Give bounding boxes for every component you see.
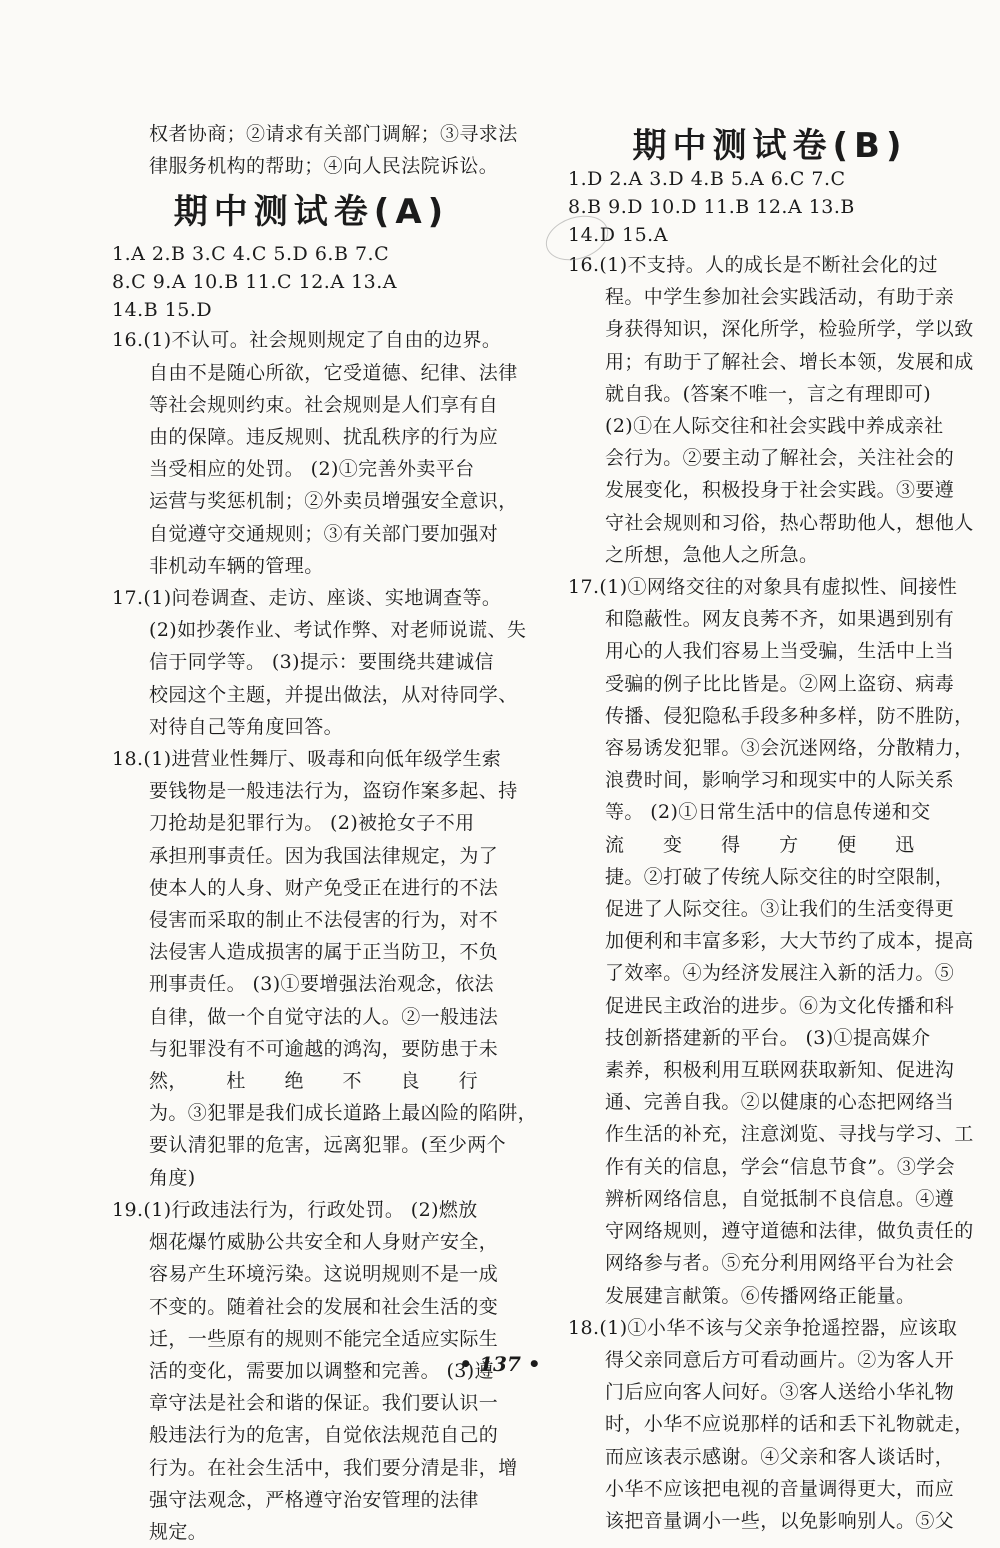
text-line: 律服务机构的帮助；④向人民法院诉讼。: [149, 155, 499, 178]
text-line: (2)如抄袭作业、考试作弊、对老师说谎、失: [149, 619, 527, 642]
text-line: 而应该表示感谢。④父亲和客人谈话时，: [605, 1445, 955, 1468]
text-line: 刑事责任。 (3)①要增强法治观念，依法: [149, 973, 494, 996]
text-line: 发展变化，积极投身于社会实践。③要遵: [605, 479, 955, 502]
text-line: 行为。在社会生活中，我们要分清是非，增: [149, 1456, 518, 1479]
text-line: 和隐蔽性。网友良莠不齐，如果遇到别有: [605, 608, 955, 631]
text-line: 刀抢劫是犯罪行为。 (2)被抢女子不用: [149, 812, 475, 835]
text-line: 烟花爆竹威胁公共安全和人身财产安全，: [149, 1231, 499, 1254]
text-line: 角度): [149, 1166, 196, 1189]
text-line: 16.(1)不认可。社会规则规定了自由的边界。: [112, 329, 502, 352]
text-line: 等社会规则约束。社会规则是人们享有自: [149, 393, 499, 416]
text-line: 法侵害人造成损害的属于正当防卫，不负: [149, 941, 499, 964]
text-line: 与犯罪没有不可逾越的鸿沟，要防患于未: [149, 1037, 499, 1060]
text-line: 辨析网络信息，自觉抵制不良信息。④遵: [605, 1187, 955, 1210]
page-number: • 137 •: [459, 1352, 541, 1376]
text-line: 促进民主政治的进步。⑥为文化传播和科: [605, 994, 955, 1017]
text-line: 时，小华不应说那样的话和丢下礼物就走，: [605, 1413, 974, 1436]
text-line: 守网络规则，遵守道德和法律，做负责任的: [605, 1220, 974, 1243]
text-line: 容易诱发犯罪。③会沉迷网络，分散精力，: [605, 737, 974, 760]
text-line: 作有关的信息，学会“信息节食”。③学会: [605, 1155, 956, 1178]
text-line: 18.(1)①小华不该与父亲争抢遥控器，应该取: [568, 1316, 958, 1339]
text-line: 17.(1)①网络交往的对象具有虚拟性、间接性: [568, 576, 958, 599]
answer-row: 8.C 9.A 10.B 11.C 12.A 13.A: [112, 271, 398, 294]
text-line: 浪费时间，影响学习和现实中的人际关系: [605, 769, 955, 792]
text-line: 用；有助于了解社会、增长本领，发展和成: [605, 350, 974, 373]
text-line: 身获得知识，深化所学，检验所学，学以致: [605, 318, 974, 341]
text-line: 自觉遵守交通规则；③有关部门要加强对: [149, 522, 499, 545]
exam-a-choice-answers: [112, 240, 517, 324]
text-line: 之所想，急他人之所急。: [605, 543, 819, 566]
text-line: 得父亲同意后方可看动画片。②为客人开: [605, 1348, 955, 1371]
text-line: 章守法是社会和谐的保证。我们要认识一: [149, 1392, 499, 1415]
exam-b-title: 期中测试卷(B): [632, 126, 908, 166]
text-line: 活的变化，需要加以调整和完善。 (3)遵: [149, 1359, 494, 1382]
text-line: 不变的。随着社会的发展和社会生活的变: [149, 1295, 499, 1318]
text-line: (2)①在人际交往和社会实践中养成亲社: [605, 415, 944, 438]
exam-b-question-17: [568, 571, 973, 1312]
text-line: 19.(1)行政违法行为，行政处罚。 (2)燃放: [112, 1198, 478, 1221]
text-line: 然， 杜 绝 不 良 行: [149, 1070, 478, 1093]
text-line: 小华不应该把电视的音量调得更大，而应: [605, 1477, 955, 1500]
text-line: 使本人的人身、财产免受正在进行的不法: [149, 876, 499, 899]
text-line: 自律，做一个自觉守法的人。②一般违法: [149, 1005, 499, 1028]
answer-row: 1.A 2.B 3.C 4.C 5.D 6.B 7.C: [112, 243, 390, 266]
text-line: 该把音量调小一些，以免影响别人。⑤父: [605, 1509, 955, 1532]
exam-a-question-18: [112, 743, 538, 1194]
text-line: 迁，一些原有的规则不能完全适应实际生: [149, 1327, 499, 1350]
text-line: 发展建言献策。⑥传播网络正能量。: [605, 1284, 916, 1307]
left-column: [112, 118, 538, 1548]
exam-a-question-17: [112, 582, 527, 743]
text-line: 了效率。④为经济发展注入新的活力。⑤: [605, 962, 955, 985]
text-line: 当受相应的处罚。 (2)①完善外卖平台: [149, 458, 475, 481]
exam-a-title: 期中测试卷(A): [173, 192, 450, 233]
text-line: 运营与奖惩机制；②外卖员增强安全意识，: [149, 490, 518, 513]
text-line: 容易产生环境污染。这说明规则不是一成: [149, 1263, 499, 1286]
answer-row: 1.D 2.A 3.D 4.B 5.A 6.C 7.C: [568, 168, 846, 190]
text-line: 通、完善自我。②以健康的心态把网络当: [605, 1091, 955, 1114]
exam-a-question-16: [112, 324, 517, 582]
text-line: 信于同学等。 (3)提示：要围绕共建诚信: [149, 651, 494, 674]
text-line: 传播、侵犯隐私手段多种多样，防不胜防，: [605, 704, 974, 727]
text-line: 自由不是随心所欲，它受道德、纪律、法律: [149, 361, 518, 384]
text-line: 会行为。②要主动了解社会，关注社会的: [605, 447, 955, 470]
text-line: 对待自己等角度回答。: [149, 715, 344, 738]
text-line: 权者协商；②请求有关部门调解；③寻求法: [149, 123, 518, 145]
intro-block: [112, 118, 517, 182]
text-line: 素养，积极利用互联网获取新知、促进沟: [605, 1059, 955, 1082]
text-line: 要钱物是一般违法行为，盗窃作案多起、持: [149, 780, 518, 803]
text-line: 16.(1)不支持。人的成长是不断社会化的过: [568, 254, 938, 276]
text-line: 由的保障。违反规则、扰乱秩序的行为应: [149, 426, 499, 449]
text-line: 受骗的例子比比皆是。②网上盗窃、病毒: [605, 672, 955, 695]
text-line: 用心的人我们容易上当受骗，生活中上当: [605, 640, 955, 663]
text-line: 要认清犯罪的危害，远离犯罪。(至少两个: [149, 1134, 507, 1157]
text-line: 承担刑事责任。因为我国法律规定，为了: [149, 844, 499, 867]
text-line: 校园这个主题，并提出做法，从对待同学、: [149, 683, 518, 706]
text-line: 守社会规则和习俗，热心帮助他人，想他人: [605, 511, 974, 534]
text-line: 17.(1)问卷调查、走访、座谈、实地调查等。: [112, 587, 502, 610]
answer-row: 14.D 15.A: [568, 224, 668, 246]
text-line: 促进了人际交往。③让我们的生活变得更: [605, 898, 955, 921]
answer-row: 14.B 15.D: [112, 299, 213, 322]
text-line: 侵害而采取的制止不法侵害的行为，对不: [149, 909, 499, 932]
text-line: 规定。: [149, 1520, 208, 1543]
text-line: 为。③犯罪是我们成长道路上最凶险的陷阱，: [149, 1102, 538, 1125]
site-watermark-logo: [820, 1400, 990, 1460]
text-line: 门后应向客人问好。③客人送给小华礼物: [605, 1381, 955, 1404]
right-column: [568, 165, 973, 1537]
exam-b-choice-answers: [568, 165, 973, 249]
text-line: 18.(1)进营业性舞厅、吸毒和向低年级学生索: [112, 748, 502, 771]
text-line: 捷。②打破了传统人际交往的时空限制，: [605, 865, 955, 888]
text-line: 技创新搭建新的平台。 (3)①提高媒介: [605, 1026, 931, 1049]
text-line: 程。中学生参加社会实践活动，有助于亲: [605, 286, 955, 309]
text-line: 等。 (2)①日常生活中的信息传递和交: [605, 801, 931, 824]
text-line: 流 变 得 方 便 迅: [605, 833, 915, 856]
text-line: 就自我。(答案不唯一，言之有理即可): [605, 382, 932, 405]
text-line: 加便利和丰富多彩，大大节约了成本，提高: [605, 930, 974, 953]
answer-row: 8.B 9.D 10.D 11.B 12.A 13.B: [568, 196, 855, 218]
text-line: 网络参与者。⑤充分利用网络平台为社会: [605, 1252, 955, 1275]
text-line: 般违法行为的危害，自觉依法规范自己的: [149, 1424, 499, 1447]
text-line: 强守法观念，严格遵守治安管理的法律: [149, 1488, 479, 1511]
text-line: 作生活的补充，注意浏览、寻找与学习、工: [605, 1123, 974, 1146]
exam-b-question-16: [568, 249, 973, 571]
text-line: 非机动车辆的管理。: [149, 554, 324, 577]
